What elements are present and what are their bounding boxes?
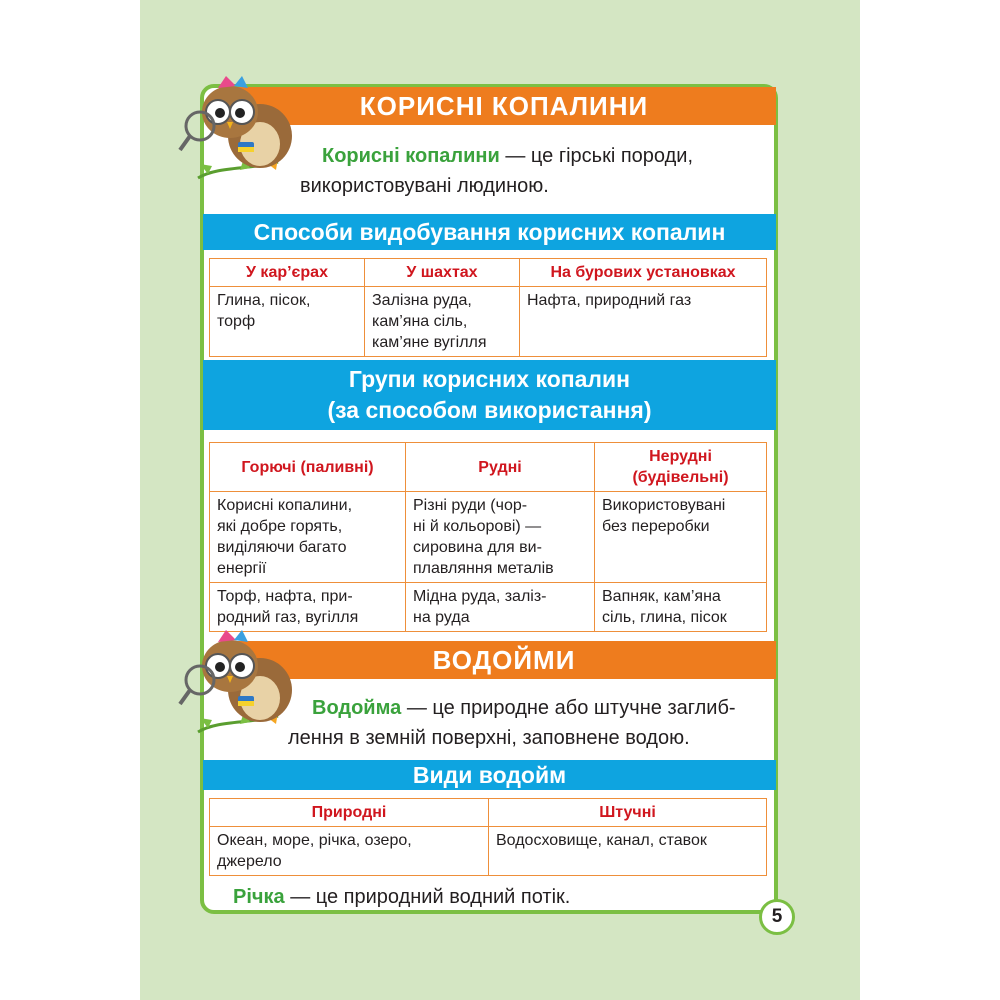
table-header-cell: Рудні: [406, 443, 595, 492]
table-cell: Різні руди (чор- ні й кольорові) — сировина для ви- плавляння металів: [406, 492, 595, 583]
table-header-row: [210, 443, 767, 492]
water-types-table: [209, 798, 767, 876]
minerals-definition-line2: використовувані людиною.: [300, 175, 549, 197]
table-row: [210, 287, 767, 357]
river-term: Річка: [233, 886, 285, 908]
groups-heading: Групи корисних копалин (за способом використання): [203, 360, 776, 430]
river-definition: Річка — це природний водний потік.: [233, 886, 571, 908]
page-number: 5: [759, 899, 795, 935]
owl-icon: [178, 66, 302, 190]
owl-icon: [178, 620, 302, 744]
table-header-cell: У шахтах: [365, 259, 520, 287]
table-cell: Нафта, природний газ: [520, 287, 767, 357]
table-cell: Використовувані без переробки: [595, 492, 767, 583]
section-title-water-bodies: [232, 641, 776, 679]
minerals-term: Корисні копалини: [322, 145, 500, 167]
table-cell: Океан, море, річка, озеро, джерело: [210, 827, 489, 876]
groups-table: [209, 442, 767, 632]
table-header-cell: Горючі (паливні): [210, 443, 406, 492]
minerals-definition: Корисні копалини — це гірські породи, використовувані людиною.: [300, 141, 770, 201]
table-header-cell: Природні: [210, 799, 489, 827]
water-types-heading: Види водойм: [203, 760, 776, 790]
table-header-row: [210, 259, 767, 287]
water-body-definition: Водойма — це природне або штучне заглиб- лення в земній поверхні, заповнене водою.: [288, 693, 774, 753]
water-body-term: Водойма: [312, 697, 402, 719]
table-header-cell: На бурових установках: [520, 259, 767, 287]
table-header-row: [210, 799, 767, 827]
table-cell: Торф, нафта, при- родний газ, вугілля: [210, 583, 406, 632]
section-title-minerals: [232, 87, 776, 125]
table-cell: Корисні копалини, які добре горять, виділяючи багато енергії: [210, 492, 406, 583]
table-cell: Водосховище, канал, ставок: [489, 827, 767, 876]
table-cell: Глина, пісок, торф: [210, 287, 365, 357]
table-header-cell: У кар’єрах: [210, 259, 365, 287]
table-cell: Вапняк, кам’яна сіль, глина, пісок: [595, 583, 767, 632]
extraction-table: [209, 258, 767, 357]
table-row: [210, 492, 767, 583]
water-body-definition-line2: лення в земній поверхні, заповнене водою.: [288, 727, 690, 749]
table-header-cell: Штучні: [489, 799, 767, 827]
table-cell: Залізна руда, кам’яна сіль, кам’яне вугілля: [365, 287, 520, 357]
extraction-heading: Способи видобування корисних копалин: [203, 214, 776, 250]
section-title-minerals-text: КОРИСНІ КОПАЛИНИ: [359, 90, 649, 121]
table-header-cell: Нерудні (будівельні): [595, 443, 767, 492]
section-title-water-bodies-text: ВОДОЙМИ: [432, 644, 576, 675]
table-row: [210, 827, 767, 876]
table-cell: Мідна руда, заліз- на руда: [406, 583, 595, 632]
